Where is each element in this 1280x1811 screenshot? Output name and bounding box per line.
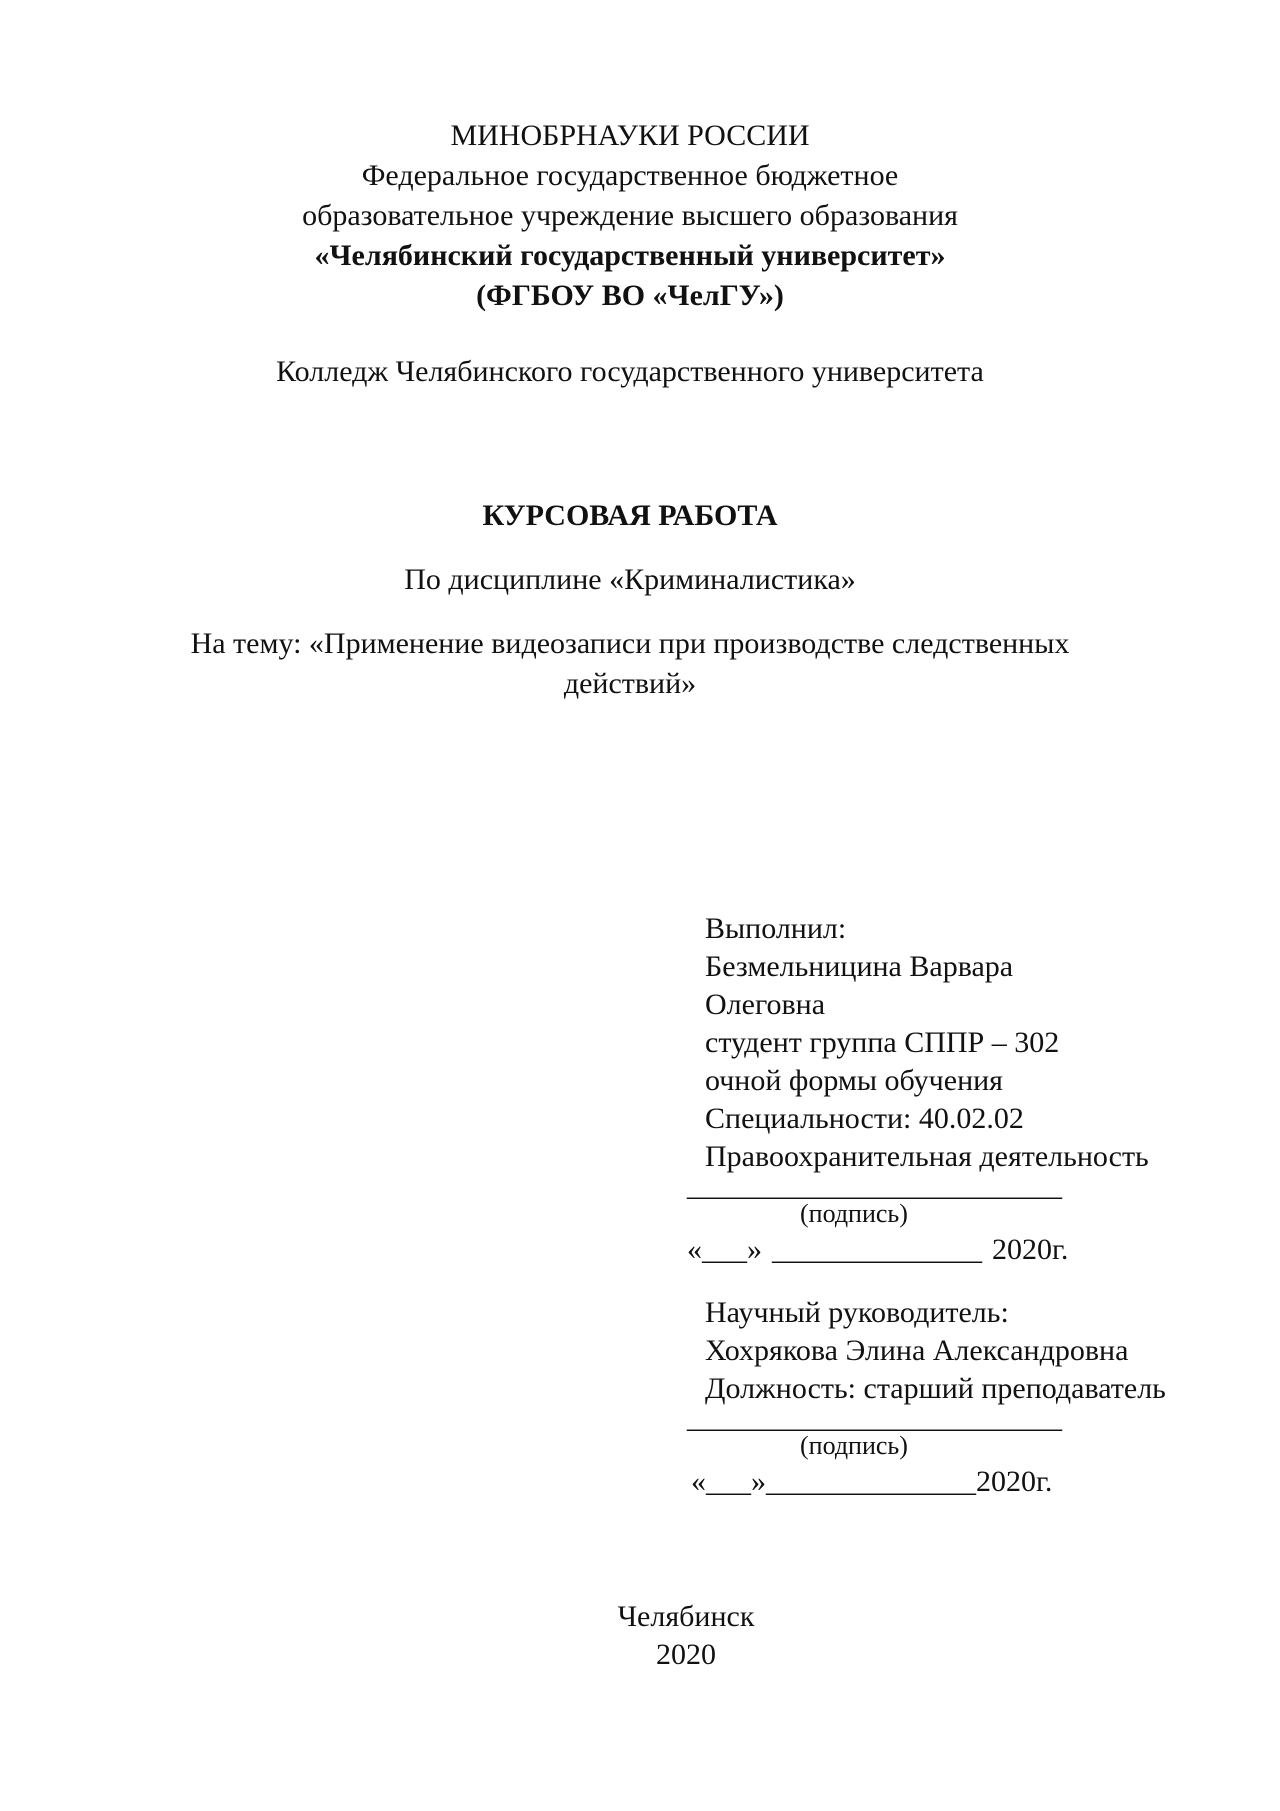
supervisor-date-prefix: «___» bbox=[691, 1465, 766, 1498]
work-type-title: КУРСОВАЯ РАБОТА bbox=[482, 499, 778, 532]
year-line: 2020 bbox=[656, 1638, 716, 1671]
university-name: «Челябинский государственный университет» bbox=[314, 239, 946, 272]
org-line-2: образовательное учреждение высшего образования bbox=[302, 199, 958, 232]
university-abbrev: (ФГБОУ ВО «ЧелГУ») bbox=[476, 279, 784, 312]
topic-line: На тему: «Применение видеозаписи при производстве следственных действий» bbox=[190, 627, 1070, 700]
performer-signature-line: _________________________ bbox=[687, 1169, 1062, 1202]
performer-date-prefix: «___» bbox=[687, 1233, 762, 1266]
performer-group-line: студент группа СППР – 302 bbox=[705, 1026, 1060, 1059]
performer-date-blank: ______________ bbox=[772, 1233, 982, 1266]
supervisor-label: Научный руководитель: bbox=[705, 1296, 1009, 1329]
performer-specialty-name-line: Правоохранительная деятельность bbox=[705, 1140, 1149, 1173]
performer-signature-caption: (подпись) bbox=[800, 1199, 908, 1228]
org-line-1: Федеральное государственное бюджетное bbox=[361, 159, 899, 192]
ministry-line: МИНОБРНАУКИ РОССИИ bbox=[450, 119, 810, 152]
city-line: Челябинск bbox=[617, 1600, 755, 1633]
footer-block bbox=[186, 1598, 1186, 1674]
spacer bbox=[110, 392, 1150, 496]
performer-specialty-code-line: Специальности: 40.02.02 bbox=[705, 1102, 1024, 1135]
supervisor-name: Хохрякова Элина Александровна bbox=[705, 1334, 1129, 1367]
header-block bbox=[110, 116, 1150, 704]
supervisor-signature-line: _________________________ bbox=[687, 1401, 1062, 1434]
supervisor-position: Должность: старший преподаватель bbox=[705, 1372, 1166, 1405]
supervisor-signature-caption: (подпись) bbox=[800, 1431, 908, 1460]
performer-date-line bbox=[687, 1230, 1185, 1270]
discipline-line: По дисциплине «Криминалистика» bbox=[404, 563, 856, 596]
spacer bbox=[110, 316, 1150, 352]
performer-study-form-line: очной формы обучения bbox=[705, 1064, 1003, 1097]
spacer bbox=[110, 600, 1150, 624]
supervisor-date-blank: ______________ bbox=[766, 1465, 976, 1498]
performer-date-year: 2020г. bbox=[992, 1233, 1069, 1266]
spacer bbox=[110, 536, 1150, 560]
college-line: Колледж Челябинского государственного университета bbox=[276, 355, 984, 388]
supervisor-date-line bbox=[691, 1462, 1185, 1502]
spacer bbox=[705, 1270, 1185, 1294]
signatures-block bbox=[687, 910, 1185, 1502]
performer-name-line-1: Безмельницина Варвара bbox=[705, 950, 1014, 983]
performer-name-line-2: Олеговна bbox=[705, 988, 826, 1021]
performer-label: Выполнил: bbox=[705, 912, 847, 945]
supervisor-date-year: 2020г. bbox=[976, 1465, 1053, 1498]
